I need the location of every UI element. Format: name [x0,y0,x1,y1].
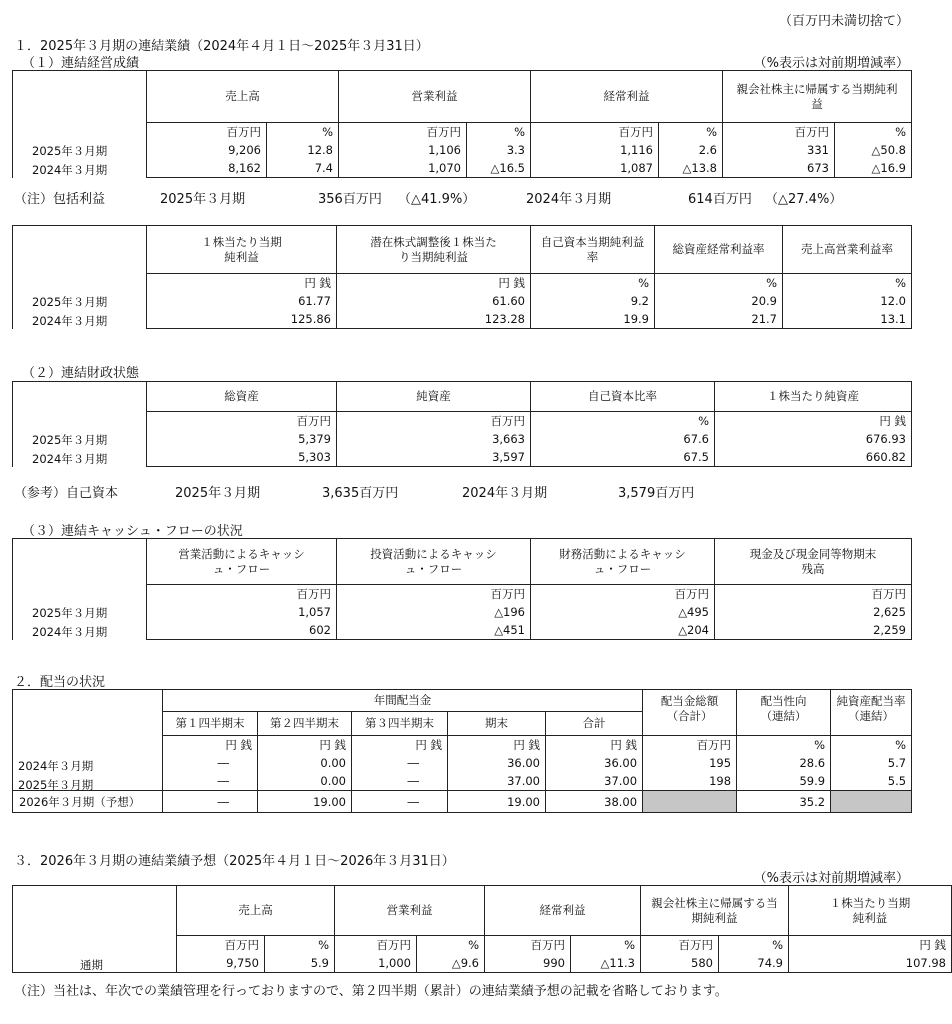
note-change-1: （△41.9%） [398,192,476,207]
row-label: 2025年３月期 [32,144,108,158]
header-roa: 総資産経常利益率 [655,226,783,274]
unit-cell: 百万円 [339,123,467,142]
note-change-2: （△27.4%） [765,192,843,207]
financial-position-table [12,381,912,467]
shaded-cell [643,791,737,813]
unit-cell: 百万円 [337,585,531,604]
unit-cell: 円 銭 [163,736,258,755]
value-cell: △196 [337,603,531,621]
unit-cell: % [835,123,912,142]
header-roe: 自己資本当期純利益率 [531,226,655,274]
value-cell: 1,116 [531,141,659,159]
row-label: 通期 [80,958,103,972]
header-net-assets: 純資産 [337,382,531,412]
value-cell: 0.00 [258,772,352,791]
value-cell: △204 [531,621,715,640]
value-cell: ― [352,772,448,791]
value-cell: 61.77 [147,292,337,310]
value-cell: 676.93 [715,430,912,448]
header-cash-balance: 現金及び現金同等物期末残高 [715,539,912,585]
unit-cell: % [531,274,655,293]
value-cell: 19.00 [258,791,352,813]
header-q1-end: 第１四半期末 [163,712,258,736]
unit-cell: 円 銭 [147,274,337,293]
unit-cell: % [571,936,641,955]
row-label: 2025年３月期 [18,778,94,792]
unit-cell: 百万円 [177,936,265,955]
header-ordinary-income: 経常利益 [485,886,641,936]
value-cell: 38.00 [546,791,643,813]
value-cell: 21.7 [655,310,783,329]
row-label: 2025年３月期 [32,433,108,447]
value-cell: 1,087 [531,159,659,178]
unit-cell: 百万円 [147,123,267,142]
value-cell: 1,106 [339,141,467,159]
value-cell: 195 [643,754,737,772]
value-cell: 37.00 [546,772,643,791]
value-cell: △16.9 [835,159,912,178]
value-cell: 20.9 [655,292,783,310]
change-rate-note: （%表示は対前期増減率） [753,56,909,71]
unit-cell: % [737,736,831,755]
row-label: 2025年３月期 [32,295,108,309]
value-cell: 35.2 [737,791,831,813]
value-cell: △16.5 [467,159,531,178]
row-label: 2024年３月期 [32,452,108,466]
unit-cell: % [783,274,912,293]
value-cell: 7.4 [267,159,339,178]
value-cell: 125.86 [147,310,337,329]
value-cell: 580 [641,954,719,973]
section-3-title: ３．2026年３月期の連結業績予想（2025年４月１日～2026年３月31日） [14,854,455,869]
value-cell: 0.00 [258,754,352,772]
header-q2-end: 第２四半期末 [258,712,352,736]
unit-cell: 円 銭 [352,736,448,755]
value-cell: 12.0 [783,292,912,310]
header-net-sales: 売上高 [177,886,335,936]
header-diluted-eps: 潜在株式調整後１株当たり当期純利益 [337,226,531,274]
forecast-change-note: （%表示は対前期増減率） [753,871,909,886]
forecast-table [12,885,952,973]
unit-cell: % [659,123,723,142]
header-net-sales: 売上高 [147,71,339,123]
unit-cell: 円 銭 [337,274,531,293]
unit-cell: 円 銭 [448,736,546,755]
value-cell: 198 [643,772,737,791]
value-cell: 67.5 [531,448,715,467]
note-value-1: 356百万円 [318,192,382,207]
section-1-title: １．2025年３月期の連結業績（2024年４月１日～2025年３月31日） [14,39,429,54]
value-cell: 13.1 [783,310,912,329]
value-cell: 107.98 [789,954,952,973]
value-cell: 8,162 [147,159,267,178]
header-operating-cf: 営業活動によるキャッシュ・フロー [147,539,337,585]
unit-cell: 百万円 [335,936,417,955]
unit-cell: % [467,123,531,142]
unit-cell: % [267,123,339,142]
value-cell: 3.3 [467,141,531,159]
value-cell: 2,625 [715,603,912,621]
value-cell: 37.00 [448,772,546,791]
unit-cell: 百万円 [485,936,571,955]
unit-cell: 百万円 [337,412,531,431]
row-label: 2025年３月期 [32,606,108,620]
unit-cell: % [655,274,783,293]
value-cell: △11.3 [571,954,641,973]
value-cell: 3,663 [337,430,531,448]
value-cell: 3,597 [337,448,531,467]
header-bps: １株当たり純資産 [715,382,912,412]
subsection-cash-flow: （３）連結キャッシュ・フローの状況 [22,524,243,539]
forecast-row-label: 2026年３月期（予想） [13,791,163,813]
ref-value-1: 3,635百万円 [322,486,399,501]
header-operating-income: 営業利益 [335,886,485,936]
header-year-end: 期末 [448,712,546,736]
header-financing-cf: 財務活動によるキャッシュ・フロー [531,539,715,585]
value-cell: 9.2 [531,292,655,310]
value-cell: ― [352,791,448,813]
value-cell: 2,259 [715,621,912,640]
header-equity-ratio: 自己資本比率 [531,382,715,412]
header-net-income-parent: 親会社株主に帰属する当期純利益 [641,886,789,936]
value-cell: 19.9 [531,310,655,329]
unit-cell: 百万円 [531,123,659,142]
comprehensive-income-label: （注）包括利益 [14,192,106,207]
ref-period-1: 2025年３月期 [175,486,261,501]
value-cell: 331 [723,141,835,159]
unit-cell: 円 銭 [789,936,952,955]
value-cell: 5,379 [147,430,337,448]
reference-equity-label: （参考）自己資本 [14,486,119,501]
unit-cell: 百万円 [531,585,715,604]
unit-cell: 百万円 [643,736,737,755]
subsection-financial-position: （２）連結財政状態 [22,366,140,381]
value-cell: ― [163,772,258,791]
header-ordinary-income: 経常利益 [531,71,723,123]
value-cell: 5.9 [265,954,335,973]
per-share-table [12,225,912,329]
value-cell: 9,750 [177,954,265,973]
dividends-table [12,689,912,813]
unit-note: （百万円未満切捨て） [778,14,909,29]
value-cell: 12.8 [267,141,339,159]
footnote-text: （注）当社は、年次での業績管理を行っておりますので、第２四半期（累計）の連結業績予想の記載を省略しております。 [14,984,728,999]
value-cell: 123.28 [337,310,531,329]
value-cell: 5,303 [147,448,337,467]
value-cell: 74.9 [719,954,789,973]
value-cell: 67.6 [531,430,715,448]
header-dividend-on-equity: 純資産配当率（連結） [831,690,912,736]
value-cell: 9,206 [147,141,267,159]
value-cell: 1,057 [147,603,337,621]
unit-cell: % [531,412,715,431]
value-cell: ― [352,754,448,772]
value-cell: △9.6 [417,954,485,973]
section-2-title: ２．配当の状況 [14,675,106,690]
value-cell: 2.6 [659,141,723,159]
value-cell: 36.00 [546,754,643,772]
unit-cell: % [719,936,789,955]
value-cell: △13.8 [659,159,723,178]
ref-value-2: 3,579百万円 [618,486,695,501]
unit-cell: % [417,936,485,955]
value-cell: 660.82 [715,448,912,467]
unit-cell: 円 銭 [258,736,352,755]
value-cell: 5.7 [831,754,912,772]
row-label: 2024年３月期 [32,314,108,328]
unit-cell: 円 銭 [546,736,643,755]
unit-cell: % [831,736,912,755]
header-annual-dividend: 年間配当金 [163,690,643,712]
value-cell: 1,070 [339,159,467,178]
note-value-2: 614百万円 [688,192,752,207]
value-cell: 36.00 [448,754,546,772]
value-cell: △451 [337,621,531,640]
shaded-cell [831,791,912,813]
ref-period-2: 2024年３月期 [462,486,548,501]
unit-cell: % [265,936,335,955]
header-eps: １株当たり当期純利益 [147,226,337,274]
cash-flow-table [12,538,912,640]
row-label: 2024年３月期 [32,163,108,177]
header-total: 合計 [546,712,643,736]
header-net-income-parent: 親会社株主に帰属する当期純利益 [723,71,912,123]
unit-cell: 円 銭 [715,412,912,431]
value-cell: 602 [147,621,337,640]
value-cell: 1,000 [335,954,417,973]
value-cell: 28.6 [737,754,831,772]
header-total-assets: 総資産 [147,382,337,412]
operating-results-table [12,70,912,178]
note-period-1: 2025年３月期 [160,192,246,207]
header-payout-ratio: 配当性向（連結） [737,690,831,736]
value-cell: 19.00 [448,791,546,813]
value-cell: 61.60 [337,292,531,310]
corner-cell [13,690,163,736]
value-cell: ― [163,791,258,813]
header-operating-income: 営業利益 [339,71,531,123]
unit-cell: 百万円 [147,585,337,604]
header-total-dividend: 配当金総額（合計） [643,690,737,736]
value-cell: 59.9 [737,772,831,791]
forecast-footnote [14,983,894,1001]
unit-cell: 百万円 [723,123,835,142]
value-cell: △495 [531,603,715,621]
value-cell: 5.5 [831,772,912,791]
header-operating-margin: 売上高営業利益率 [783,226,912,274]
header-investing-cf: 投資活動によるキャッシュ・フロー [337,539,531,585]
note-period-2: 2024年３月期 [526,192,612,207]
value-cell: △50.8 [835,141,912,159]
unit-cell: 百万円 [641,936,719,955]
unit-cell: 百万円 [715,585,912,604]
row-label: 2024年３月期 [32,625,108,639]
value-cell: 673 [723,159,835,178]
value-cell: 990 [485,954,571,973]
value-cell: ― [163,754,258,772]
header-eps: １株当たり当期純利益 [789,886,952,936]
subsection-operating-results: （１）連結経営成績 [22,56,140,71]
header-q3-end: 第３四半期末 [352,712,448,736]
unit-cell: 百万円 [147,412,337,431]
row-label: 2024年３月期 [18,759,94,773]
